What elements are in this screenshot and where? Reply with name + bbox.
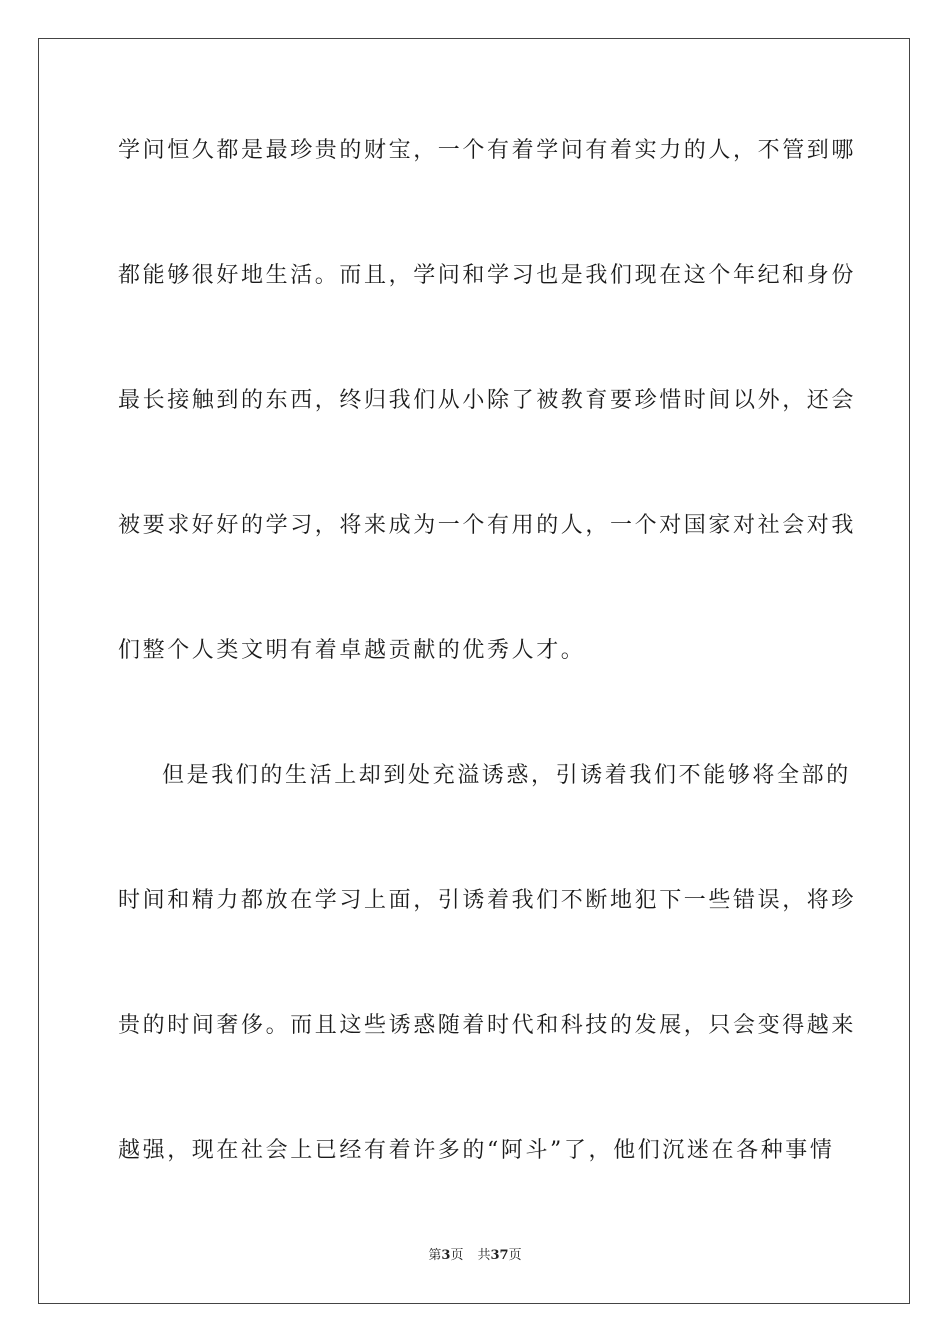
text-line: 学问恒久都是最珍贵的财宝，一个有着学问有着实力的人，不管到哪 bbox=[118, 138, 857, 163]
page-suffix: 页 bbox=[450, 1248, 464, 1263]
total-pages: 37 bbox=[490, 1248, 509, 1263]
paragraph-first-line: 但是我们的生活上却到处充溢诱惑，引诱着我们不能够将全部的 bbox=[162, 763, 851, 788]
text-line: 被要求好好的学习，将来成为一个有用的人，一个对国家对社会对我 bbox=[118, 513, 857, 538]
page-border bbox=[38, 38, 910, 1304]
text-line: 贵的时间奢侈。而且这些诱惑随着时代和科技的发展，只会变得越来 bbox=[118, 1013, 857, 1038]
page-footer bbox=[0, 1246, 950, 1266]
total-suffix: 页 bbox=[508, 1248, 522, 1263]
text-line: 时间和精力都放在学习上面，引诱着我们不断地犯下一些错误，将珍 bbox=[118, 888, 857, 913]
total-prefix: 共 bbox=[477, 1248, 491, 1263]
text-line: 们整个人类文明有着卓越贡献的优秀人才。 bbox=[118, 638, 586, 663]
text-line: 都能够很好地生活。而且，学问和学习也是我们现在这个年纪和身份 bbox=[118, 263, 857, 288]
page-prefix: 第 bbox=[428, 1248, 442, 1263]
text-line: 越强，现在社会上已经有着许多的“阿斗”了，他们沉迷在各种事情 bbox=[118, 1138, 835, 1163]
page-number: 3 bbox=[441, 1248, 451, 1263]
text-line: 最长接触到的东西，终归我们从小除了被教育要珍惜时间以外，还会 bbox=[118, 388, 857, 413]
